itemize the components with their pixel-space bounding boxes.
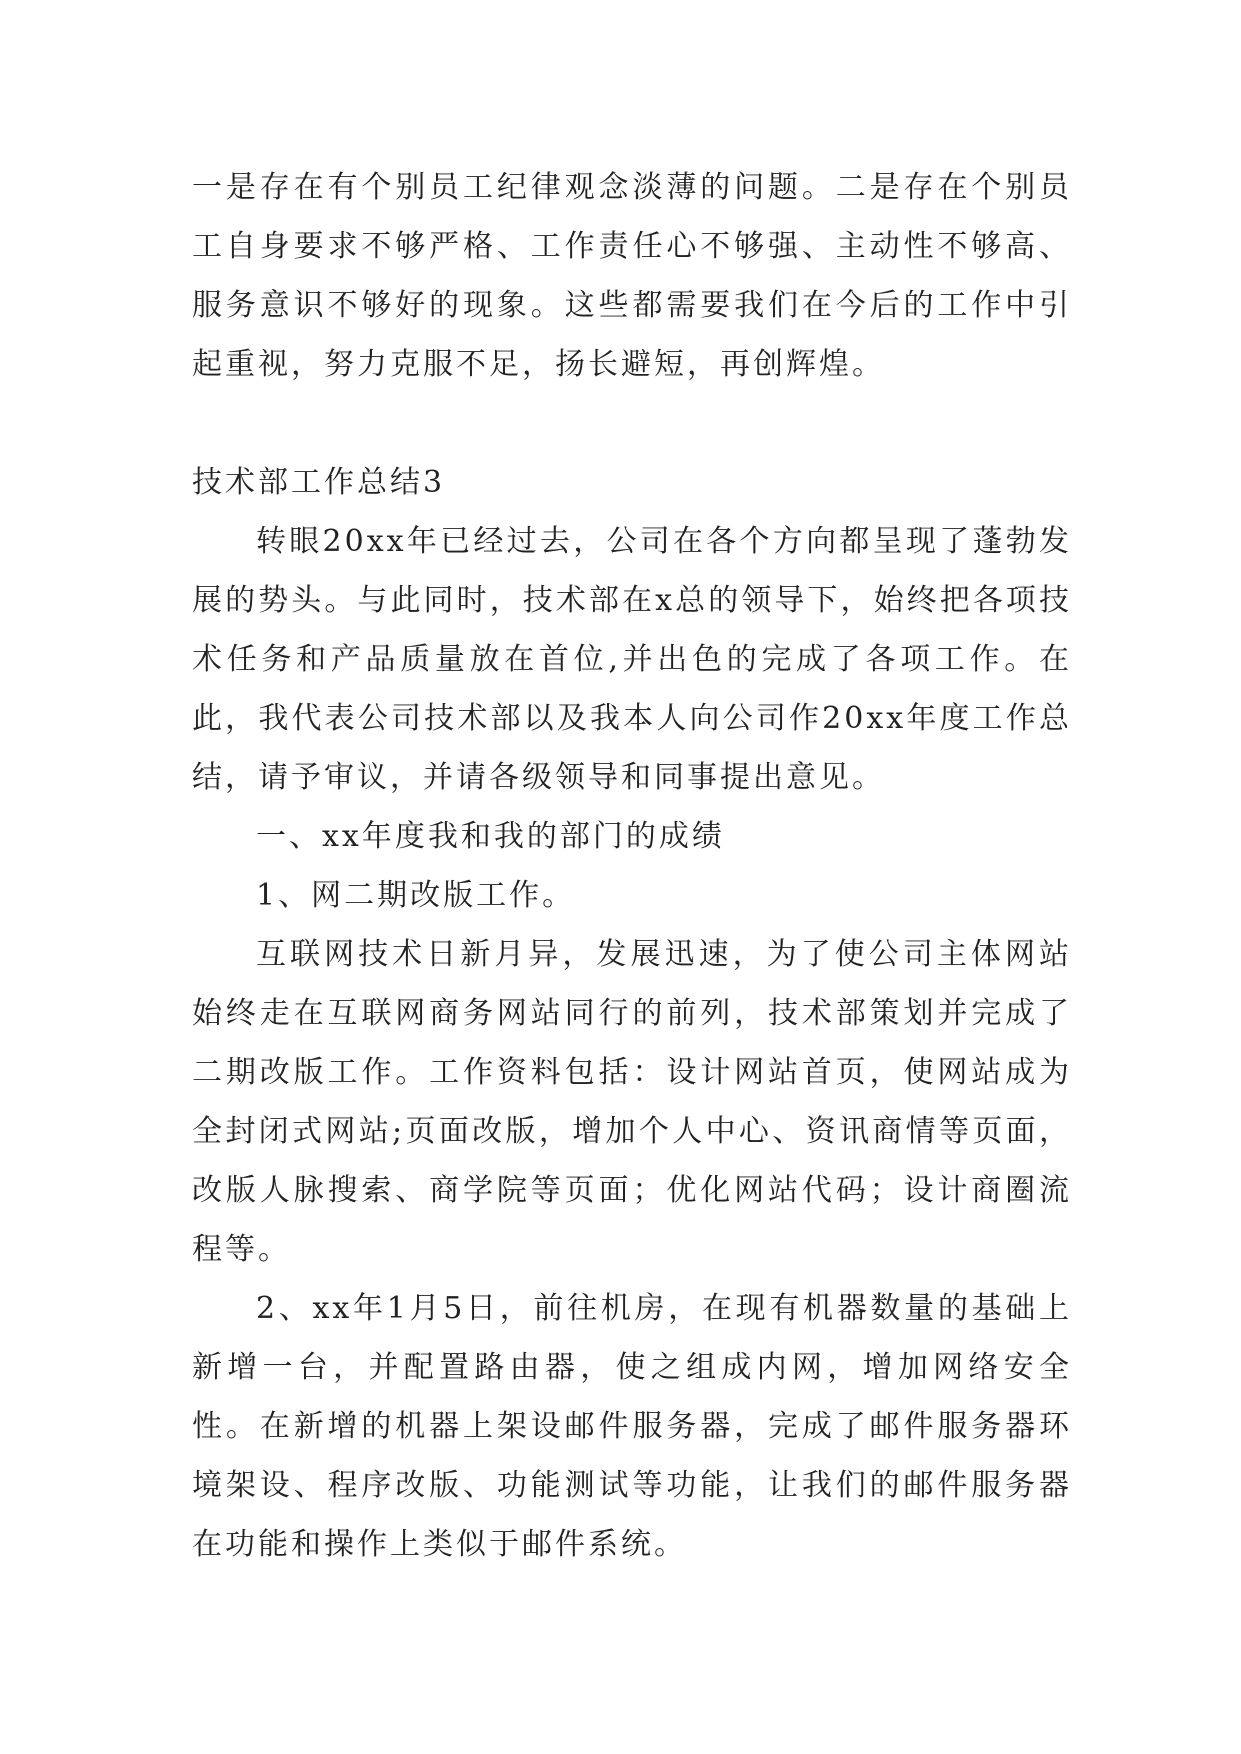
paragraph-summary: 转眼20xx年已经过去，公司在各个方向都呈现了蓬勃发展的势头。与此同时，技术部在x总的领导下，始终把各项技术任务和产品质量放在首位,并出色的完成了各项工作。在此，我代表公司技术部以及我本人向公司作20xx年度工作总结，请予审议，并请各级领导和同事提出意见。 [192, 524, 1072, 795]
intro-paragraph: 一是存在有个别员工纪律观念淡薄的问题。二是存在个别员工自身要求不够严格、工作责任心不够强、主动性不够高、服务意识不够好的现象。这些都需要我们在今后的工作中引起重视，努力克服不足，扬长避短，再创辉煌。 [192, 170, 1072, 382]
document-body [192, 158, 1072, 1574]
heading-achievements: 一、xx年度我和我的部门的成绩 [256, 819, 725, 854]
item-2-body: 2、xx年1月5日，前往机房，在现有机器数量的基础上新增一台，并配置路由器，使之组成内网，增加网络安全性。在新增的机器上架设邮件服务器，完成了邮件服务器环境架设、程序改版、功能测试等功能，让我们的邮件服务器在功能和操作上类似于邮件系统。 [192, 1291, 1072, 1562]
item-1-body: 互联网技术日新月异，发展迅速，为了使公司主体网站始终走在互联网商务网站同行的前列，技术部策划并完成了二期改版工作。工作资料包括：设计网站首页，使网站成为全封闭式网站;页面改版，增加个人中心、资讯商情等页面，改版人脉搜索、商学院等页面；优化网站代码；设计商圈流程等。 [192, 937, 1072, 1267]
item-1-heading: 1、网二期改版工作。 [256, 878, 576, 913]
section-title: 技术部工作总结3 [192, 465, 446, 500]
